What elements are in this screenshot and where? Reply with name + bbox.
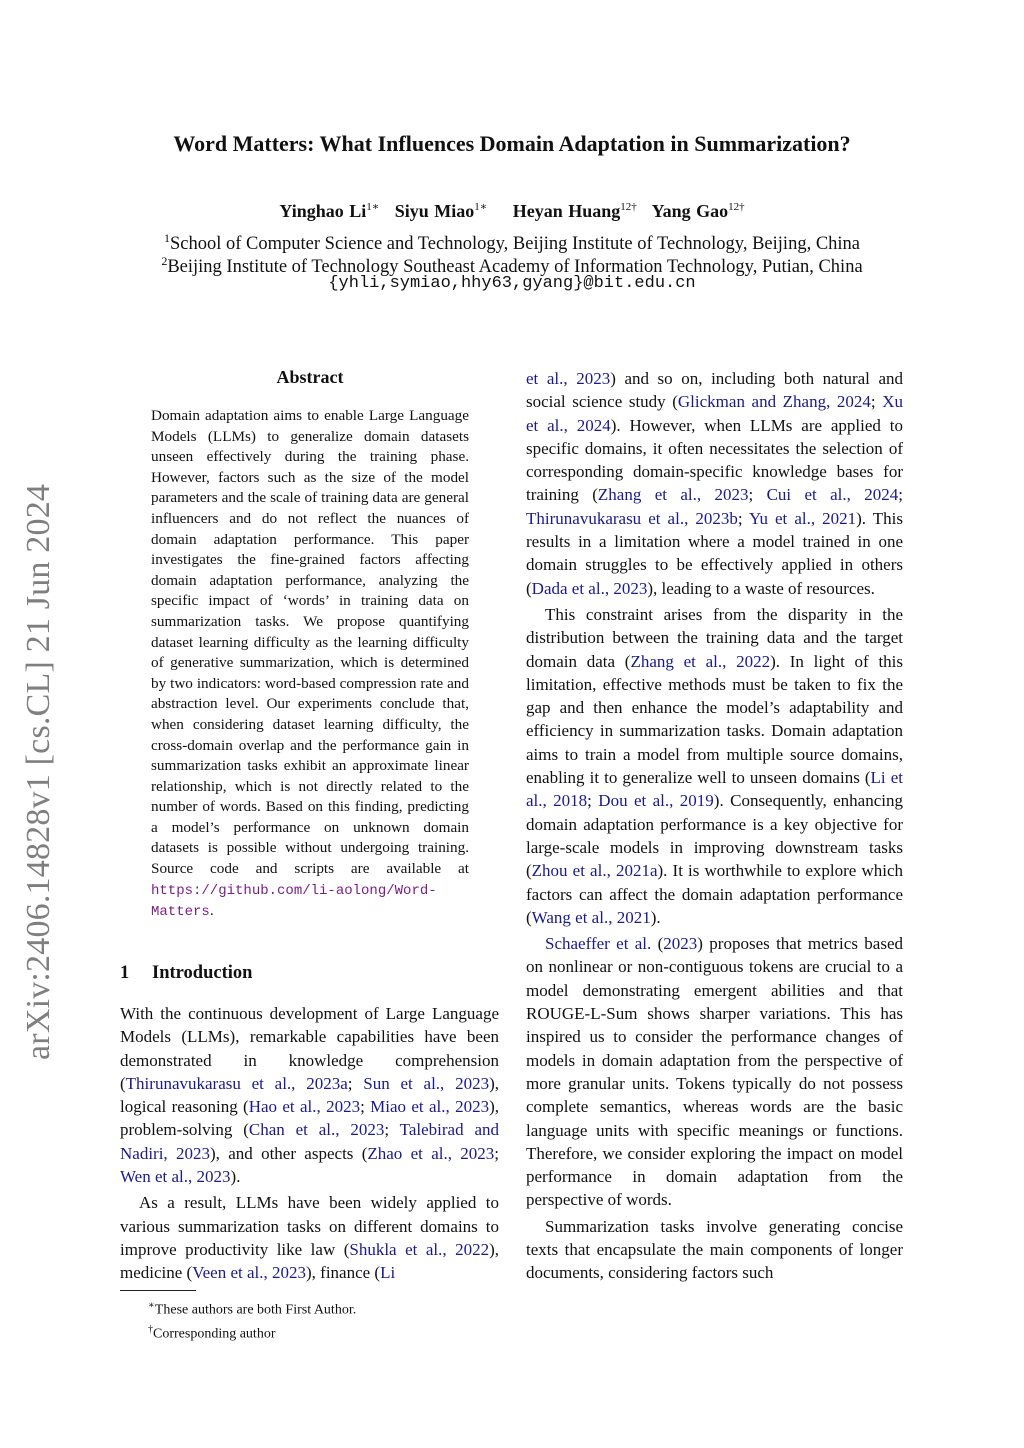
citation-link[interactable]: Sun et al., 2023 — [363, 1073, 490, 1093]
citation-link[interactable]: Wen et al., 2023 — [120, 1167, 231, 1187]
citation-link[interactable]: Zhao et al., 2023 — [367, 1143, 495, 1163]
author-mark: 12† — [728, 201, 745, 213]
paragraph: Summarization tasks involve generating concise texts that encapsulate the main components of longer documents, considering factors such — [526, 1216, 903, 1283]
citation-link[interactable]: Glickman and Zhang, 2024 — [677, 392, 871, 412]
abstract-heading: Abstract — [276, 367, 344, 387]
citation-link[interactable]: Yu et al., 2021 — [749, 508, 857, 528]
author-mark: 12† — [620, 201, 637, 213]
footnote-mark: ∗ — [148, 1300, 155, 1311]
citation-link[interactable]: Thirunavukarasu et al., 2023b — [526, 508, 738, 528]
arxiv-identifier-stamp: arXiv:2406.14828v1 [cs.CL] 21 Jun 2024 — [20, 483, 57, 1060]
affiliation-mark: 1 — [163, 231, 170, 245]
author-name: Heyan Huang — [512, 201, 621, 221]
footnote-rule — [120, 1290, 196, 1291]
author-list — [0, 200, 1024, 222]
paragraph: et al., 2023) and so on, including both natural and social science study (Glickman and Zhang, 2024; Xu et al., 2024). However, when LLMs are applied to specific domains, it often necessitates the selection of corresponding domain-specific knowledge bases for training (Zhang et al., 2023; Cui et al., 2024; Thirunavukarasu et al., 2023b; Yu et al., 2021). This results in a limitation where a model trained in one domain struggles to be effectively applied in others (Dada et al., 2023), leading to a waste of resources. — [526, 369, 904, 598]
left-column-body — [120, 1002, 499, 1285]
author-mark: 1∗ — [474, 201, 488, 213]
abstract-end: . — [209, 902, 214, 920]
abstract-body — [151, 406, 469, 923]
citation-link[interactable]: Li et al., 2018 — [526, 768, 903, 811]
author-mark: 1∗ — [366, 201, 380, 213]
abstract-text: Domain adaptation aims to enable Large Language Models (LLMs) to generalize domain datasets unseen effectively during the training phase. However, factors such as the size of the model parameters and the scale of training data are general influencers and do not reflect the nuances of domain adaptation performance. This paper investigates the fine-grained factors affecting domain adaptation performance, analyzing the specific impact of ‘words’ in training data on summarization tasks. We propose quantifying dataset learning difficulty as the learning difficulty of generative summarization, which is determined by two indicators: word-based compression rate and abstraction level. Our experiments conclude that, when considering dataset learning difficulty, the cross-domain overlap and the performance gain in summarization tasks exhibit an approximate linear relationship, which is not directly related to the number of words. Based on this finding, predicting a model’s performance on unknown domain datasets is possible without undergoing training. Source code and scripts are available at — [151, 407, 469, 878]
citation-link[interactable]: Wang et al., 2021 — [531, 907, 651, 927]
citation-link[interactable]: Hao et al., 2023 — [248, 1097, 361, 1117]
paragraph: With the continuous development of Large Language Models (LLMs), remarkable capabilities have been demonstrated in knowledge comprehension (Thirunavukarasu et al., 2023a; Sun et al., 2023), logical reasoning (Hao et al., 2023; Miao et al., 2023), problem-solving (Chan et al., 2023; Talebirad and Nadiri, 2023), and other aspects (Zhao et al., 2023; Wen et al., 2023). — [120, 1004, 500, 1187]
citation-link[interactable]: Zhang et al., 2023 — [597, 485, 749, 505]
citation-link[interactable]: Zhou et al., 2021a — [531, 861, 658, 881]
citation-link[interactable]: Schaeffer et al. — [545, 934, 652, 954]
footnote-text: Corresponding author — [153, 1326, 276, 1342]
section-number: 1 — [120, 963, 130, 983]
paragraph: As a result, LLMs have been widely applied to various summarization tasks on different domains to improve productivity like law (Shukla et al., 2022), medicine (Veen et al., 2023), finance (Li — [120, 1193, 499, 1283]
paragraph: This constraint arises from the disparity in the distribution between the training data and the target domain data (Zhang et al., 2022). In light of this limitation, effective methods must be taken to fix the gap and then enhance the model’s adaptability and efficiency in summarization tasks. Domain adaptation aims to train a model from multiple source domains, enabling it to generalize well to unseen domains (Li et al., 2018; Dou et al., 2019). Consequently, enhancing domain adaptation performance is a key objective for large-scale models in improving downstream tasks (Zhou et al., 2021a). It is worthwhile to explore which factors can affect the domain adaptation performance (Wang et al., 2021). — [526, 604, 904, 927]
citation-link[interactable]: Xu et al., 2024 — [526, 392, 903, 435]
citation-link[interactable]: Talebirad and Nadiri, 2023 — [120, 1120, 499, 1163]
citation-link[interactable]: Shukla et al., 2022 — [349, 1239, 490, 1259]
footnote-mark: † — [148, 1323, 153, 1335]
paragraph: Schaeffer et al. (2023) proposes that metrics based on nonlinear or non-contiguous tokens are crucial to a model demonstrating emergent abilities and that ROUGE-L-Sum shows sharper variations. This has inspired us to consider the performance changes of models in domain adaptation from the perspective of more granular units. Tokens typically do not possess complete semantics, whereas words are the basic language units with specific meanings or functions. Therefore, we consider exploring the impact on model performance in domain adaptation from the perspective of words. — [526, 934, 903, 1210]
citation-link[interactable]: Li — [380, 1263, 396, 1283]
affiliation-text: School of Computer Science and Technology, Beijing Institute of Technology, Beijing, China — [169, 234, 861, 255]
paper-title: Word Matters: What Influences Domain Adaptation in Summarization? — [173, 131, 851, 156]
citation-link[interactable]: Dada et al., 2023 — [531, 578, 648, 598]
section-title: Introduction — [152, 963, 253, 983]
code-repository-link[interactable]: https://github.com/li-aolong/Word-Matters — [151, 882, 437, 921]
citation-link[interactable]: et al., 2023 — [526, 369, 611, 388]
citation-link[interactable]: Zhang et al., 2022 — [630, 651, 771, 671]
author-emails: {yhli,symiao,hhy63,gyang}@bit.edu.cn — [328, 274, 696, 293]
citation-link[interactable]: Dou et al., 2019 — [598, 791, 714, 811]
affiliation-mark: 2 — [161, 254, 168, 268]
right-column-body — [526, 367, 903, 1285]
author-name: Yinghao Li — [279, 201, 367, 221]
footnote — [120, 1296, 500, 1320]
citation-link[interactable]: Thirunavukarasu et al., 2023a — [125, 1073, 348, 1093]
footnote-text: These authors are both First Author. — [154, 1302, 357, 1318]
section-heading-introduction — [120, 963, 252, 984]
author-name: Siyu Miao — [394, 201, 475, 221]
citation-link[interactable]: 2023 — [663, 934, 698, 954]
footnotes — [120, 1290, 500, 1343]
citation-link[interactable]: Veen et al., 2023 — [192, 1263, 306, 1283]
author-name: Yang Gao — [651, 201, 729, 221]
citation-link[interactable]: Cui et al., 2024 — [766, 485, 899, 505]
footnote — [120, 1320, 500, 1344]
citation-link[interactable]: Miao et al., 2023 — [370, 1097, 490, 1117]
affiliation-text: Beijing Institute of Technology Southeast Academy of Information Technology, Putian, China — [167, 257, 863, 278]
citation-link[interactable]: Chan et al., 2023 — [248, 1120, 385, 1140]
